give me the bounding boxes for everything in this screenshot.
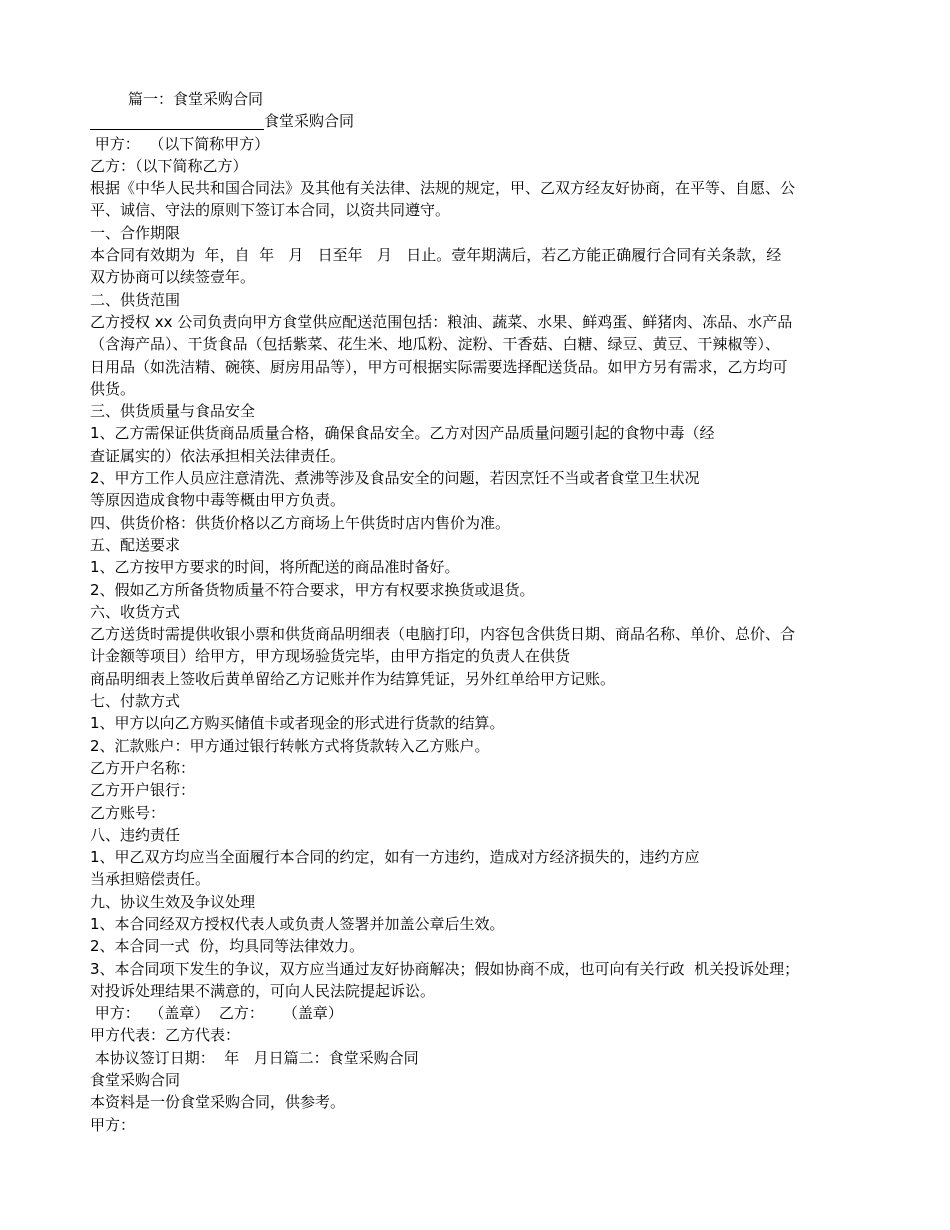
text-line: 乙方开户名称：	[90, 758, 196, 777]
text-line: 1、乙方按甲方要求的时间，将所配送的商品准时备好。	[90, 558, 460, 577]
text-line: 乙方送货时需提供收银小票和供货商品明细表（电脑打印，内容包含供货日期、商品名称、单价、总价、合	[90, 625, 796, 644]
text-line: 六、收货方式	[90, 602, 181, 621]
text-line: 双方协商可以续签壹年。	[90, 268, 256, 287]
text-line: 3、本合同项下发生的争议，双方应当通过友好协商解决；假如协商不成，也可向有关行政 机关投诉处理；	[90, 959, 800, 978]
text-line: 本合同有效期为 年，自 年 月 日至年 月 日止。壹年期满后，若乙方能正确履行合同有关条款，经	[90, 246, 782, 265]
text-line: 2、假如乙方所备货物质量不符合要求，甲方有权要求换货或退货。	[90, 580, 535, 599]
text-line: 1、甲方以向乙方购买储值卡或者现金的形式进行货款的结算。	[90, 714, 505, 733]
text-line: 商品明细表上签收后黄单留给乙方记账并作为结算凭证，另外红单给甲方记账。	[90, 669, 616, 688]
text-line: 1、本合同经双方授权代表人或负责人签署并加盖公章后生效。	[90, 914, 505, 933]
text-line: 食堂采购合同	[90, 1071, 181, 1090]
text-line: 八、违约责任	[90, 825, 181, 844]
section-heading: 篇一：食堂采购合同	[128, 90, 264, 108]
text-line: 日用品（如洗洁精、碗筷、厨房用品等），甲方可根据实际需要选择配送货品。如甲方另有需求，乙方均可	[90, 357, 788, 376]
text-line: 二、供货范围	[90, 290, 181, 309]
text-line: 九、协议生效及争议处理	[90, 892, 256, 911]
text-line: 1、甲乙双方均应当全面履行本合同的约定，如有一方违约，造成对方经济损失的，违约方应	[90, 848, 700, 867]
contract-body	[90, 133, 860, 1136]
text-line: 乙方开户银行：	[90, 781, 196, 800]
text-line: （含海产品）、干货食品（包括紫菜、花生米、地瓜粉、淀粉、干香菇、白糖、绿豆、黄豆、干辣椒等）、	[90, 335, 781, 354]
text-line: 2、汇款账户：甲方通过银行转帐方式将货款转入乙方账户。	[90, 736, 490, 755]
text-line: 甲方代表：乙方代表：	[90, 1026, 241, 1045]
contract-document	[90, 88, 860, 1136]
text-line: 甲方： （以下简称甲方）	[90, 134, 270, 153]
text-line: 当承担赔偿责任。	[90, 870, 211, 889]
contract-title	[90, 110, 860, 132]
text-line: 等原因造成食物中毒等概由甲方负责。	[90, 491, 346, 510]
text-line: 对投诉处理结果不满意的，可向人民法院提起诉讼。	[90, 981, 436, 1000]
text-line: 乙方账号：	[90, 803, 166, 822]
text-line: 2、本合同一式 份，均具同等法律效力。	[90, 937, 365, 956]
text-line: 平、诚信、守法的原则下签订本合同，以资共同遵守。	[90, 201, 451, 220]
text-line: 本资料是一份食堂采购合同，供参考。	[90, 1093, 346, 1112]
text-line: 本协议签订日期： 年 月日篇二：食堂采购合同	[90, 1048, 419, 1067]
text-line: 计金额等项目）给甲方，甲方现场验货完毕，由甲方指定的负责人在供货	[90, 647, 571, 666]
text-line: 查证属实的）依法承担相关法律责任。	[90, 446, 346, 465]
contract-title-text: 食堂采购合同	[264, 112, 355, 131]
text-line: 乙方：（以下简称乙方）	[90, 156, 248, 175]
blank-underline	[90, 114, 264, 130]
text-line: 一、合作期限	[90, 223, 181, 242]
text-line: 甲方： （盖章） 乙方： （盖章）	[90, 1004, 343, 1023]
text-line: 2、甲方工作人员应注意清洗、煮沸等涉及食品安全的问题，若因烹饪不当或者食堂卫生状况	[90, 469, 700, 488]
text-line: 乙方授权 xx 公司负责向甲方食堂供应配送范围包括：粮油、蔬菜、水果、鲜鸡蛋、鲜猪肉、冻品、水产品	[90, 312, 793, 331]
text-line: 三、供货质量与食品安全	[90, 402, 256, 421]
text-line: 根据《中华人民共和国合同法》及其他有关法律、法规的规定，甲、乙双方经友好协商，在平等、自愿、公	[90, 179, 796, 198]
text-line: 1、乙方需保证供货商品质量合格，确保食品安全。乙方对因产品质量问题引起的食物中毒（经	[90, 424, 715, 443]
text-line: 五、配送要求	[90, 535, 181, 554]
text-line: 四、供货价格：供货价格以乙方商场上午供货时店内售价为准。	[90, 513, 511, 532]
text-line: 甲方：	[90, 1115, 136, 1134]
text-line: 供货。	[90, 379, 136, 398]
text-line: 七、付款方式	[90, 692, 181, 711]
